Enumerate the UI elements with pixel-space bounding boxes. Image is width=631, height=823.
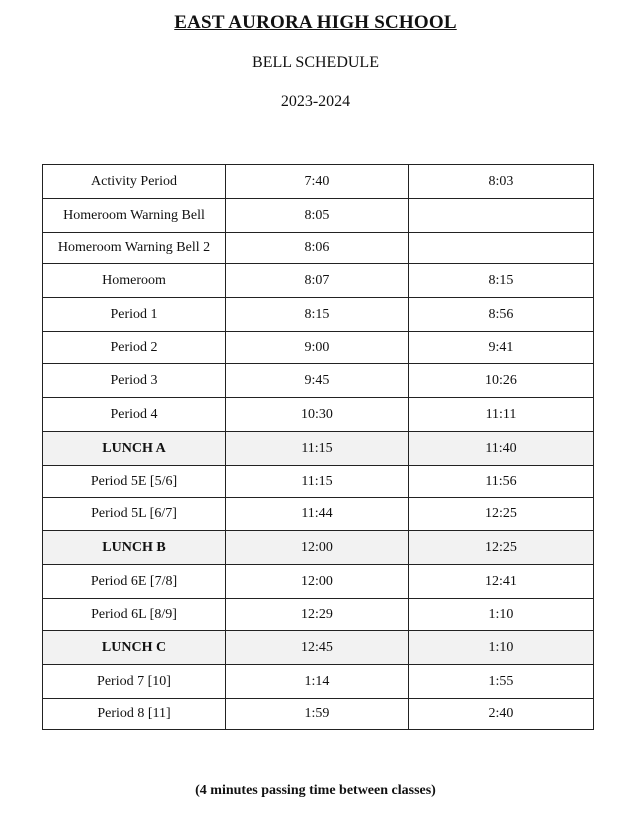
end-time: 12:25 bbox=[409, 498, 594, 531]
period-label: Period 1 bbox=[43, 298, 226, 332]
end-time bbox=[409, 233, 594, 264]
start-time: 12:29 bbox=[226, 599, 409, 631]
schedule-body bbox=[43, 165, 594, 730]
end-time: 2:40 bbox=[409, 699, 594, 730]
start-time: 10:30 bbox=[226, 398, 409, 432]
lunch-row bbox=[43, 531, 594, 565]
start-time: 8:05 bbox=[226, 199, 409, 233]
start-time: 7:40 bbox=[226, 165, 409, 199]
end-time: 8:03 bbox=[409, 165, 594, 199]
period-label: Period 4 bbox=[43, 398, 226, 432]
start-time: 8:15 bbox=[226, 298, 409, 332]
lunch-row bbox=[43, 631, 594, 665]
end-time: 10:26 bbox=[409, 364, 594, 398]
start-time: 9:45 bbox=[226, 364, 409, 398]
table-row bbox=[43, 665, 594, 699]
period-label: LUNCH B bbox=[43, 531, 226, 565]
start-time: 12:00 bbox=[226, 531, 409, 565]
table-row bbox=[43, 398, 594, 432]
period-label: Activity Period bbox=[43, 165, 226, 199]
start-time: 9:00 bbox=[226, 332, 409, 364]
start-time: 11:15 bbox=[226, 432, 409, 466]
end-time: 12:25 bbox=[409, 531, 594, 565]
period-label: Period 3 bbox=[43, 364, 226, 398]
period-label: Homeroom Warning Bell 2 bbox=[43, 233, 226, 264]
table-row bbox=[43, 565, 594, 599]
period-label: Period 6L [8/9] bbox=[43, 599, 226, 631]
start-time: 1:14 bbox=[226, 665, 409, 699]
bell-schedule-table bbox=[42, 164, 594, 730]
start-time: 11:15 bbox=[226, 466, 409, 498]
end-time: 11:40 bbox=[409, 432, 594, 466]
period-label: Period 6E [7/8] bbox=[43, 565, 226, 599]
period-label: Period 5L [6/7] bbox=[43, 498, 226, 531]
start-time: 8:06 bbox=[226, 233, 409, 264]
start-time: 11:44 bbox=[226, 498, 409, 531]
table-row bbox=[43, 332, 594, 364]
end-time bbox=[409, 199, 594, 233]
end-time: 8:15 bbox=[409, 264, 594, 298]
period-label: Period 2 bbox=[43, 332, 226, 364]
period-label: Period 7 [10] bbox=[43, 665, 226, 699]
end-time: 9:41 bbox=[409, 332, 594, 364]
end-time: 12:41 bbox=[409, 565, 594, 599]
end-time: 1:10 bbox=[409, 631, 594, 665]
start-time: 8:07 bbox=[226, 264, 409, 298]
end-time: 11:11 bbox=[409, 398, 594, 432]
table-row bbox=[43, 199, 594, 233]
school-title: EAST AURORA HIGH SCHOOL bbox=[174, 12, 457, 33]
start-time: 12:00 bbox=[226, 565, 409, 599]
end-time: 1:10 bbox=[409, 599, 594, 631]
school-year: 2023-2024 bbox=[280, 93, 351, 110]
table-row bbox=[43, 364, 594, 398]
period-label: Period 5E [5/6] bbox=[43, 466, 226, 498]
table-row bbox=[43, 165, 594, 199]
period-label: Period 8 [11] bbox=[43, 699, 226, 730]
table-row bbox=[43, 298, 594, 332]
end-time: 11:56 bbox=[409, 466, 594, 498]
end-time: 8:56 bbox=[409, 298, 594, 332]
table-row bbox=[43, 498, 594, 531]
table-row bbox=[43, 466, 594, 498]
period-label: Homeroom bbox=[43, 264, 226, 298]
table-row bbox=[43, 264, 594, 298]
start-time: 1:59 bbox=[226, 699, 409, 730]
table-row bbox=[43, 599, 594, 631]
period-label: LUNCH C bbox=[43, 631, 226, 665]
document-subtitle: BELL SCHEDULE bbox=[252, 54, 379, 71]
end-time: 1:55 bbox=[409, 665, 594, 699]
period-label: Homeroom Warning Bell bbox=[43, 199, 226, 233]
start-time: 12:45 bbox=[226, 631, 409, 665]
lunch-row bbox=[43, 432, 594, 466]
table-row bbox=[43, 233, 594, 264]
table-row bbox=[43, 699, 594, 730]
passing-time-note: (4 minutes passing time between classes) bbox=[195, 783, 436, 798]
period-label: LUNCH A bbox=[43, 432, 226, 466]
